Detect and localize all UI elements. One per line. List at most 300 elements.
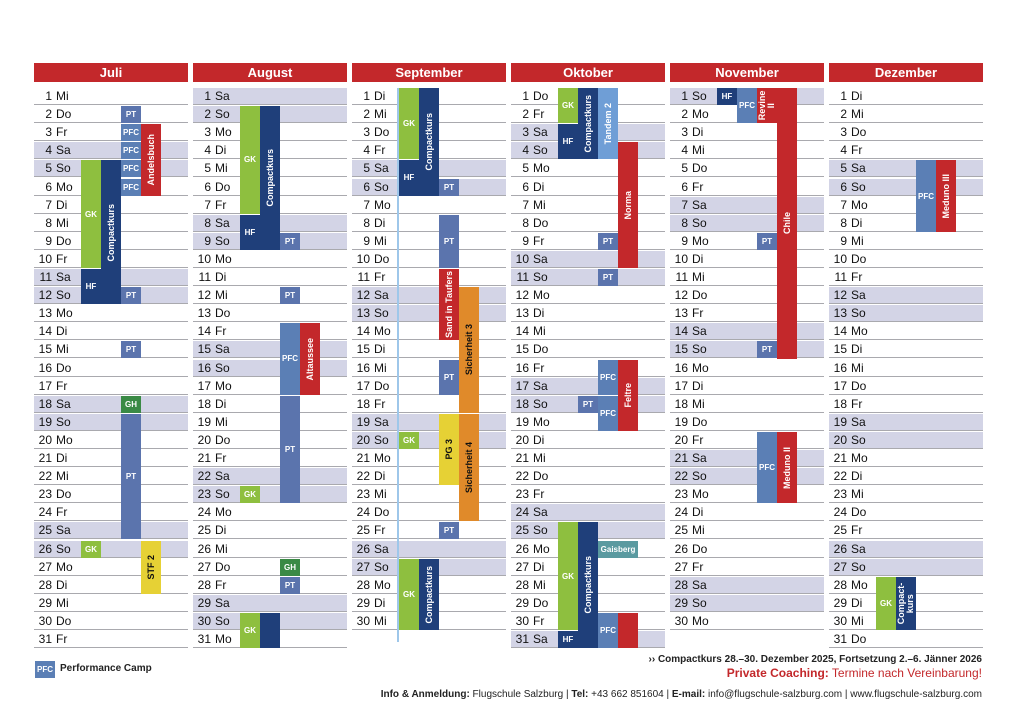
day-row <box>352 269 506 286</box>
event-pt <box>121 106 141 123</box>
day-weekday: Fr <box>851 143 863 158</box>
day-weekday: Fr <box>533 107 545 122</box>
day-row <box>193 559 347 576</box>
day-weekday: Di <box>692 125 704 140</box>
day-weekday: Do <box>533 215 549 230</box>
event-hf <box>240 215 260 250</box>
event-label: GK <box>562 101 574 111</box>
day-number: 19 <box>515 414 529 429</box>
event-pt <box>280 396 300 504</box>
day-weekday: Fr <box>374 523 386 538</box>
day-number: 8 <box>45 215 52 230</box>
day-row <box>511 360 665 377</box>
day-weekday: Di <box>374 469 386 484</box>
event-compactkurs <box>419 559 439 630</box>
day-weekday: Sa <box>533 125 548 140</box>
day-number: 19 <box>197 414 211 429</box>
day-weekday: Do <box>374 505 390 520</box>
day-weekday: Mi <box>374 360 387 375</box>
day-row <box>670 305 824 322</box>
day-number: 31 <box>515 632 529 646</box>
day-weekday: Mi <box>374 487 387 502</box>
event-label: Chile <box>781 212 792 235</box>
day-weekday: Fr <box>851 396 863 411</box>
day-row <box>352 541 506 558</box>
day-weekday: So <box>851 432 866 447</box>
day-number: 24 <box>197 505 211 520</box>
day-weekday: Mo <box>533 414 550 429</box>
event-label: PT <box>125 291 137 301</box>
day-number: 9 <box>204 233 211 248</box>
day-number: 12 <box>833 288 847 303</box>
day-weekday: Do <box>215 559 231 574</box>
day-row <box>511 179 665 196</box>
day-weekday: Mi <box>56 595 69 610</box>
day-number: 23 <box>674 487 688 502</box>
day-weekday: So <box>56 288 71 303</box>
day-row <box>670 341 824 358</box>
event-label: Meduno III <box>940 173 951 219</box>
day-number: 9 <box>45 233 52 248</box>
day-weekday: Do <box>533 342 549 357</box>
day-row <box>511 251 665 268</box>
day-row <box>829 432 983 449</box>
day-weekday: Mi <box>692 396 705 411</box>
day-weekday: Do <box>851 632 867 646</box>
day-weekday: Mi <box>851 233 864 248</box>
day-weekday: Di <box>56 324 68 339</box>
day-number: 12 <box>515 288 529 303</box>
event-hf <box>399 160 419 195</box>
day-weekday: Di <box>533 432 545 447</box>
day-number: 28 <box>833 577 847 592</box>
day-number: 10 <box>356 251 370 266</box>
event-compactkurs <box>578 522 598 648</box>
day-row <box>670 269 824 286</box>
day-weekday: So <box>56 161 71 176</box>
event-compactkurs <box>578 88 598 159</box>
event-meduno-ii <box>777 432 797 503</box>
day-weekday: Mo <box>215 125 232 140</box>
event-sicherheit-3 <box>459 287 479 413</box>
day-weekday: Mi <box>56 469 69 484</box>
day-row <box>829 179 983 196</box>
day-number: 8 <box>204 215 211 230</box>
day-weekday: So <box>692 595 707 610</box>
day-weekday: Do <box>692 541 708 556</box>
day-row <box>352 233 506 250</box>
day-weekday: Di <box>533 306 545 321</box>
day-row <box>34 486 188 503</box>
event-label: PT <box>443 372 455 382</box>
day-weekday: Do <box>56 487 72 502</box>
day-number: 1 <box>45 89 52 103</box>
day-row <box>829 559 983 576</box>
day-number: 6 <box>840 179 847 194</box>
event-label: PFC <box>600 408 616 418</box>
day-number: 21 <box>515 451 529 465</box>
day-number: 21 <box>197 451 211 465</box>
day-number: 9 <box>363 233 370 248</box>
event-label: PFC <box>739 101 755 111</box>
day-weekday: Fr <box>851 270 863 284</box>
day-weekday: Mo <box>692 487 709 502</box>
event-pfc <box>121 160 141 177</box>
legend-pfc-label: Performance Camp <box>60 663 152 674</box>
day-row <box>511 450 665 467</box>
day-weekday: Fr <box>215 197 227 212</box>
day-weekday: Do <box>56 360 72 375</box>
event-label: Compactkurs <box>105 203 116 262</box>
day-number: 27 <box>515 559 529 574</box>
event-gaisberg <box>598 541 638 558</box>
day-number: 3 <box>45 125 52 140</box>
mail-text: info@flugschule-salzburg.com | www.flugschule-salzburg.com <box>705 689 982 700</box>
event-pt <box>280 233 300 250</box>
day-row <box>670 160 824 177</box>
september-divider-line <box>397 88 399 642</box>
day-weekday: Fr <box>56 505 68 520</box>
day-weekday: Mi <box>215 161 228 176</box>
event-label: GK <box>403 119 415 129</box>
day-weekday: Mo <box>215 378 232 393</box>
day-row <box>829 360 983 377</box>
day-row <box>670 251 824 268</box>
day-row <box>511 197 665 214</box>
day-number: 14 <box>515 324 529 339</box>
day-number: 11 <box>675 270 688 284</box>
event-pt <box>121 414 141 540</box>
day-weekday: So <box>215 613 230 628</box>
day-number: 6 <box>681 179 688 194</box>
day-row <box>829 414 983 431</box>
day-number: 2 <box>363 107 370 122</box>
day-weekday: Do <box>851 505 867 520</box>
day-weekday: Fr <box>215 451 227 465</box>
day-number: 15 <box>833 342 847 357</box>
day-number: 28 <box>38 577 52 592</box>
event-label: GK <box>244 155 256 165</box>
day-row <box>352 251 506 268</box>
day-weekday: Mo <box>851 577 868 592</box>
day-weekday: So <box>851 179 866 194</box>
event-pfc <box>757 432 777 503</box>
day-row <box>829 269 983 286</box>
event-norma <box>618 142 638 268</box>
day-weekday: Do <box>851 125 867 140</box>
day-number: 26 <box>38 541 52 556</box>
day-row <box>193 541 347 558</box>
day-row <box>352 360 506 377</box>
event-feltre <box>618 360 638 431</box>
day-number: 22 <box>674 469 688 484</box>
day-number: 7 <box>840 197 847 212</box>
day-weekday: Mi <box>56 215 69 230</box>
day-number: 27 <box>833 559 847 574</box>
day-weekday: Di <box>56 197 68 212</box>
day-row <box>670 522 824 539</box>
day-weekday: So <box>56 414 71 429</box>
private-coaching-label: Private Coaching: <box>726 666 829 680</box>
day-number: 10 <box>515 251 529 266</box>
day-number: 17 <box>356 378 370 393</box>
day-number: 26 <box>356 541 370 556</box>
day-number: 15 <box>197 342 211 357</box>
event-label: Sicherheit 3 <box>463 324 474 376</box>
day-number: 29 <box>38 595 52 610</box>
day-weekday: Fr <box>692 306 704 321</box>
day-row <box>352 504 506 521</box>
day-number: 25 <box>833 523 847 538</box>
day-weekday: Di <box>374 342 386 357</box>
day-number: 5 <box>204 161 211 176</box>
event-label: GK <box>403 589 415 599</box>
day-weekday: Sa <box>692 197 707 212</box>
day-row <box>34 142 188 159</box>
day-weekday: So <box>692 342 707 357</box>
day-weekday: So <box>215 107 230 122</box>
day-number: 31 <box>197 632 211 646</box>
day-number: 2 <box>840 107 847 122</box>
day-number: 18 <box>515 396 529 411</box>
day-number: 13 <box>515 306 529 321</box>
day-number: 19 <box>356 414 370 429</box>
day-number: 7 <box>522 197 529 212</box>
day-number: 21 <box>356 451 370 465</box>
day-weekday: Mo <box>692 107 709 122</box>
day-number: 13 <box>38 306 52 321</box>
info-text: Flugschule Salzburg | <box>469 689 572 700</box>
day-weekday: Mo <box>56 432 73 447</box>
day-weekday: Sa <box>692 577 707 592</box>
day-row <box>34 341 188 358</box>
day-weekday: Mo <box>533 541 550 556</box>
event-label: Compactkurs <box>582 556 593 614</box>
day-number: 10 <box>833 251 847 266</box>
day-weekday: Fr <box>851 523 863 538</box>
event-pt <box>280 287 300 304</box>
event-gk <box>558 88 578 123</box>
day-row <box>34 541 188 558</box>
day-weekday: Di <box>56 577 68 592</box>
day-number: 11 <box>516 270 529 284</box>
day-row <box>829 88 983 105</box>
day-weekday: Mo <box>692 233 709 248</box>
month-header-oktober: Oktober <box>511 63 665 82</box>
day-row <box>193 522 347 539</box>
day-number: 18 <box>356 396 370 411</box>
day-row <box>193 378 347 395</box>
day-weekday: Mi <box>692 523 705 538</box>
day-row <box>352 432 506 449</box>
day-weekday: Fr <box>692 432 704 447</box>
day-row <box>352 468 506 485</box>
day-number: 4 <box>840 143 847 158</box>
day-number: 2 <box>204 107 211 122</box>
day-number: 26 <box>833 541 847 556</box>
event-pt <box>439 179 459 196</box>
day-number: 24 <box>833 505 847 520</box>
day-number: 4 <box>363 143 370 158</box>
event-compactkurs <box>101 160 121 304</box>
day-number: 22 <box>356 469 370 484</box>
event-hf <box>81 269 101 304</box>
month-header-august: August <box>193 63 347 82</box>
event-gk <box>399 559 419 630</box>
day-row <box>352 450 506 467</box>
event-label: PT <box>284 444 296 454</box>
day-weekday: So <box>851 306 866 321</box>
day-number: 12 <box>674 288 688 303</box>
footer-compactkurs-note: ›› Compactkurs 28.–30. Dezember 2025, Fortsetzung 2.–6. Jänner 2026 <box>648 654 982 665</box>
day-number: 6 <box>363 179 370 194</box>
day-weekday: Mo <box>374 197 391 212</box>
event-compact-kurs <box>896 577 916 630</box>
day-weekday: So <box>374 432 389 447</box>
event-label: PFC <box>282 354 298 364</box>
day-weekday: Di <box>215 396 227 411</box>
day-row <box>829 215 983 232</box>
day-row <box>352 341 506 358</box>
day-number: 20 <box>515 432 529 447</box>
day-weekday: Di <box>215 523 227 538</box>
day-row <box>34 106 188 123</box>
day-weekday: Mo <box>374 324 391 339</box>
day-number: 29 <box>515 595 529 610</box>
day-weekday: So <box>374 306 389 321</box>
day-number: 17 <box>197 378 211 393</box>
day-weekday: Sa <box>851 541 866 556</box>
day-row <box>34 559 188 576</box>
day-number: 5 <box>681 161 688 176</box>
event-label: PT <box>761 345 773 355</box>
day-row <box>670 215 824 232</box>
day-row <box>34 323 188 340</box>
event-sand-in-taufers <box>439 269 459 340</box>
day-number: 10 <box>674 251 688 266</box>
event-label: PT <box>443 526 455 536</box>
event-gk <box>558 522 578 630</box>
day-weekday: Mi <box>533 451 546 465</box>
day-number: 28 <box>197 577 211 592</box>
day-row <box>511 323 665 340</box>
day-weekday: Do <box>851 378 867 393</box>
day-row <box>34 305 188 322</box>
day-row <box>193 432 347 449</box>
day-weekday: Mi <box>533 324 546 339</box>
day-row <box>193 468 347 485</box>
event-gk <box>240 613 260 648</box>
month-header-juli: Juli <box>34 63 188 82</box>
day-weekday: Sa <box>533 505 548 520</box>
day-row <box>829 504 983 521</box>
day-number: 2 <box>45 107 52 122</box>
day-row <box>511 378 665 395</box>
event-gk <box>240 486 260 503</box>
event-compactkurs <box>260 106 280 250</box>
day-weekday: Sa <box>56 143 71 158</box>
event-pt <box>280 577 300 594</box>
day-number: 31 <box>38 632 52 646</box>
day-weekday: Sa <box>533 378 548 393</box>
day-number: 15 <box>38 342 52 357</box>
day-number: 12 <box>356 288 370 303</box>
event-gh <box>280 559 300 576</box>
event-pt <box>121 287 141 304</box>
event-altaussee <box>300 323 320 394</box>
day-number: 16 <box>38 360 52 375</box>
day-number: 7 <box>681 197 688 212</box>
day-row <box>352 486 506 503</box>
day-weekday: Sa <box>374 414 389 429</box>
day-weekday: Fr <box>533 613 545 628</box>
day-weekday: Sa <box>851 288 866 303</box>
day-weekday: Di <box>215 270 227 284</box>
event-pfc <box>121 179 141 196</box>
day-row <box>829 160 983 177</box>
day-weekday: Di <box>851 595 863 610</box>
event-tandem-2 <box>598 88 618 159</box>
mail-label: E-mail: <box>671 689 706 700</box>
day-weekday: Fr <box>374 396 386 411</box>
day-number: 20 <box>356 432 370 447</box>
day-number: 15 <box>515 342 529 357</box>
event-label: STF 2 <box>145 554 156 580</box>
event-label: HF <box>562 635 574 645</box>
day-number: 1 <box>840 89 847 103</box>
day-number: 29 <box>356 595 370 610</box>
day-weekday: Di <box>851 469 863 484</box>
day-number: 7 <box>204 197 211 212</box>
day-number: 17 <box>833 378 847 393</box>
day-weekday: Di <box>692 251 704 266</box>
day-weekday: Mo <box>56 559 73 574</box>
day-row <box>829 287 983 304</box>
event-label: Andelsbuch <box>145 134 156 186</box>
event-hf <box>717 88 737 105</box>
day-weekday: Mi <box>533 197 546 212</box>
day-weekday: Di <box>851 215 863 230</box>
event-label: Compactkurs <box>423 113 434 171</box>
event-gk <box>240 106 260 214</box>
day-weekday: So <box>215 487 230 502</box>
day-number: 3 <box>363 125 370 140</box>
day-number: 5 <box>363 161 370 176</box>
day-weekday: Mo <box>374 577 391 592</box>
day-row <box>829 468 983 485</box>
day-number: 2 <box>681 107 688 122</box>
day-weekday: Do <box>374 378 390 393</box>
day-row <box>193 341 347 358</box>
day-number: 28 <box>356 577 370 592</box>
day-number: 9 <box>522 233 529 248</box>
day-number: 25 <box>197 523 211 538</box>
day-number: 24 <box>674 505 688 520</box>
day-number: 16 <box>515 360 529 375</box>
day-row <box>670 179 824 196</box>
day-weekday: So <box>533 396 548 411</box>
day-row <box>670 360 824 377</box>
event-label: PT <box>443 236 455 246</box>
event-label: PT <box>284 236 296 246</box>
day-weekday: Di <box>851 89 863 103</box>
day-weekday: Mo <box>215 632 232 646</box>
day-row <box>352 287 506 304</box>
day-weekday: So <box>533 270 548 284</box>
day-row <box>352 522 506 539</box>
day-number: 14 <box>833 324 847 339</box>
day-number: 18 <box>197 396 211 411</box>
